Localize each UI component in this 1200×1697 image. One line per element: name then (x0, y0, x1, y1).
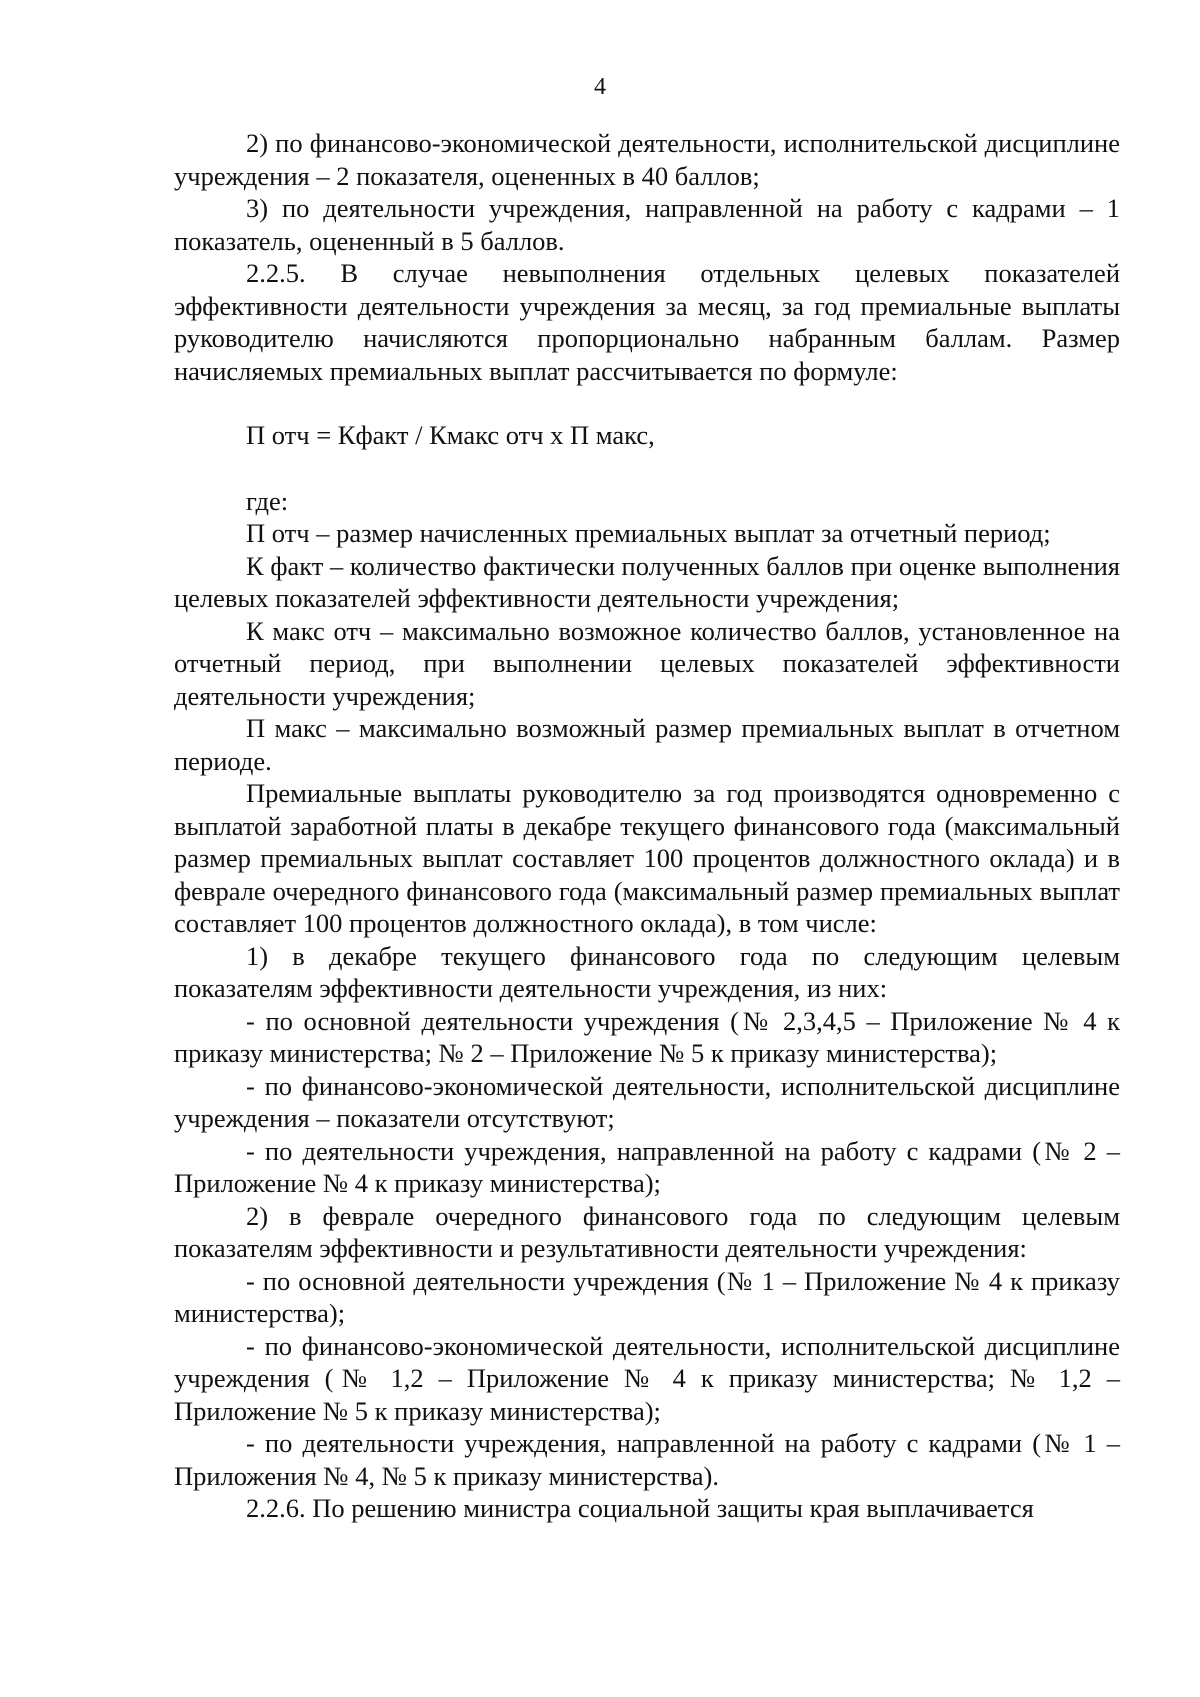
list-item-finance-december: - по финансово-экономической деятельности, исполнительской дисциплине учреждения – показатели отсутствуют; (174, 1070, 1120, 1133)
paragraph-february-bonus: 2) в феврале очередного финансового года по следующим целевым показателям эффективности и результативности деятельности учреждения: (174, 1200, 1120, 1263)
paragraph-december-bonus: 1) в декабре текущего финансового года по следующим целевым показателям эффективности деятельности учреждения, из них: (174, 940, 1120, 1003)
paragraph-annual-bonus: Премиальные выплаты руководителю за год производятся одновременно с выплатой заработной платы в декабре текущего финансового года (максимальный размер премиальных выплат составляет 100 процентов должностного оклада) и в феврале очередного финансового года (максимальный размер премиальных выплат составляет 100 процентов должностного оклада), в том числе: (174, 778, 1120, 938)
list-item-main-activity-december: - по основной деятельности учреждения (№ 2,3,4,5 – Приложение № 4 к приказу министерства; № 2 – Приложение № 5 к приказу министерства); (174, 1005, 1120, 1068)
paragraph-2-2-5: 2.2.5. В случае невыполнения отдельных целевых показателей эффективности деятельности учреждения за месяц, за год премиальные выплаты руководителю начисляются пропорционально набранным баллам. Размер начисляемых премиальных выплат рассчитывается по формуле: (174, 258, 1120, 386)
paragraph-2-2-6: 2.2.6. По решению министра социальной защиты края выплачивается (246, 1493, 1034, 1523)
list-item-personnel-february: - по деятельности учреждения, направленной на работу с кадрами (№ 1 – Приложения № 4, № 5 к приказу министерства). (174, 1428, 1120, 1491)
bonus-formula: П отч = Кфакт / Кмакс отч х П макс, (246, 420, 655, 450)
document-body (174, 127, 1120, 1525)
paragraph-where: где: (246, 485, 289, 516)
definition-p-otch: П отч – размер начисленных премиальных выплат за отчетный период; (246, 518, 1051, 548)
definition-p-maks: П макс – максимально возможный размер премиальных выплат в отчетном периоде. (174, 713, 1120, 776)
definition-k-maks-otch: К макс отч – максимально возможное количество баллов, установленное на отчетный период, при выполнении целевых показателей эффективности деятельности учреждения; (174, 615, 1120, 711)
page-number: 4 (594, 74, 606, 100)
paragraph-finance-indicators: 2) по финансово-экономической деятельности, исполнительской дисциплине учреждения – 2 показателя, оцененных в 40 баллов; (174, 128, 1120, 191)
paragraph-personnel-indicators: 3) по деятельности учреждения, направленной на работу с кадрами – 1 показатель, оцененный в 5 баллов. (174, 193, 1120, 256)
list-item-personnel-december: - по деятельности учреждения, направленной на работу с кадрами (№ 2 – Приложение № 4 к приказу министерства); (174, 1135, 1120, 1198)
list-item-main-activity-february: - по основной деятельности учреждения (№ 1 – Приложение № 4 к приказу министерства); (174, 1265, 1120, 1328)
definition-k-fakt: К факт – количество фактически полученных баллов при оценке выполнения целевых показателей эффективности деятельности учреждения; (174, 550, 1120, 613)
list-item-finance-february: - по финансово-экономической деятельности, исполнительской дисциплине учреждения (№ 1,2 – Приложение № 4 к приказу министерства; № 1,2 – Приложение № 5 к приказу министерства); (174, 1330, 1120, 1426)
